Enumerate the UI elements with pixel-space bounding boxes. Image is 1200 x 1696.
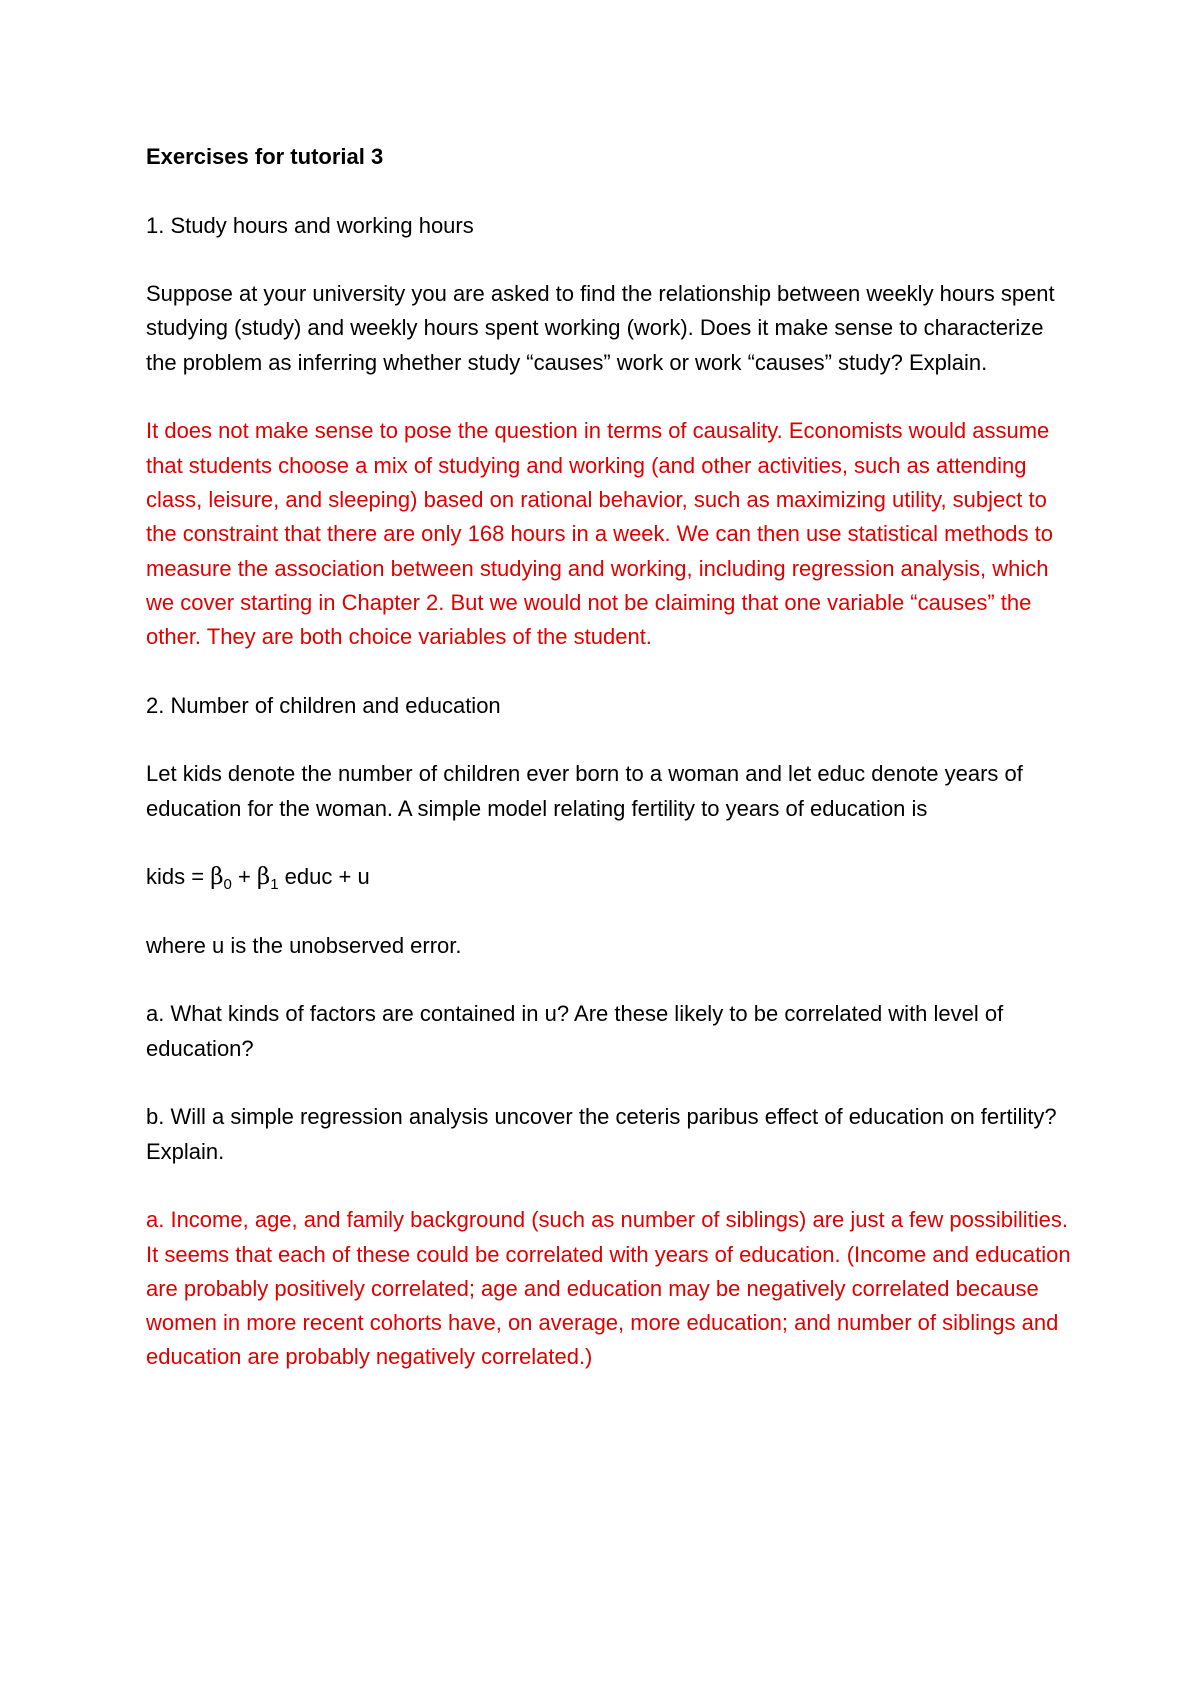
beta-1-subscript: 1 (270, 876, 279, 894)
equation-lhs: kids = (146, 864, 211, 890)
equation-rest: educ + u (278, 864, 370, 890)
beta-0-subscript: 0 (223, 876, 232, 894)
equation-plus: + (231, 864, 257, 890)
question-2-heading: 2. Number of children and education (146, 692, 501, 718)
document-title: Exercises for tutorial 3 (146, 144, 384, 169)
question-1-text: Suppose at your university you are asked to find the relationship between weekly hours spent studying (study) and weekly hours spent working (work). Does it make sense to characterize the problem as inferring whether study “causes” work or work “causes” study? Explain. (146, 281, 1055, 375)
error-term-note: where u is the unobserved error. (146, 932, 462, 958)
beta-1-symbol: β (256, 864, 271, 891)
question-2-part-a: a. What kinds of factors are contained in u? Are these likely to be correlated with level of education? (146, 1001, 1004, 1061)
document-page (146, 140, 1076, 1409)
question-2-intro: Let kids denote the number of children ever born to a woman and let educ denote years of education for the woman. A simple model relating fertility to years of education is (146, 761, 1023, 821)
regression-equation (146, 860, 1076, 894)
question-1-answer: It does not make sense to pose the question in terms of causality. Economists would assume that students choose a mix of studying and working (and other activities, such as attending class, leisure, and sleeping) based on rational behavior, such as maximizing utility, subject to the constraint that there are only 168 hours in a week. We can then use statistical methods to measure the association between studying and working, including regression analysis, which we cover starting in Chapter 2. But we would not be claiming that one variable “causes” the other. They are both choice variables of the student. (146, 418, 1053, 650)
question-2-answer: a. Income, age, and family background (such as number of siblings) are just a few possibilities. It seems that each of these could be correlated with years of education. (Income and education are probably positively correlated; age and education may be negatively correlated because women in more recent cohorts have, on average, more education; and number of siblings and education are probably negatively correlated.) (146, 1207, 1071, 1370)
question-1-heading: 1. Study hours and working hours (146, 212, 474, 238)
beta-0-symbol: β (210, 864, 224, 891)
question-2-part-b: b. Will a simple regression analysis uncover the ceteris paribus effect of education on fertility? Explain. (146, 1104, 1057, 1164)
